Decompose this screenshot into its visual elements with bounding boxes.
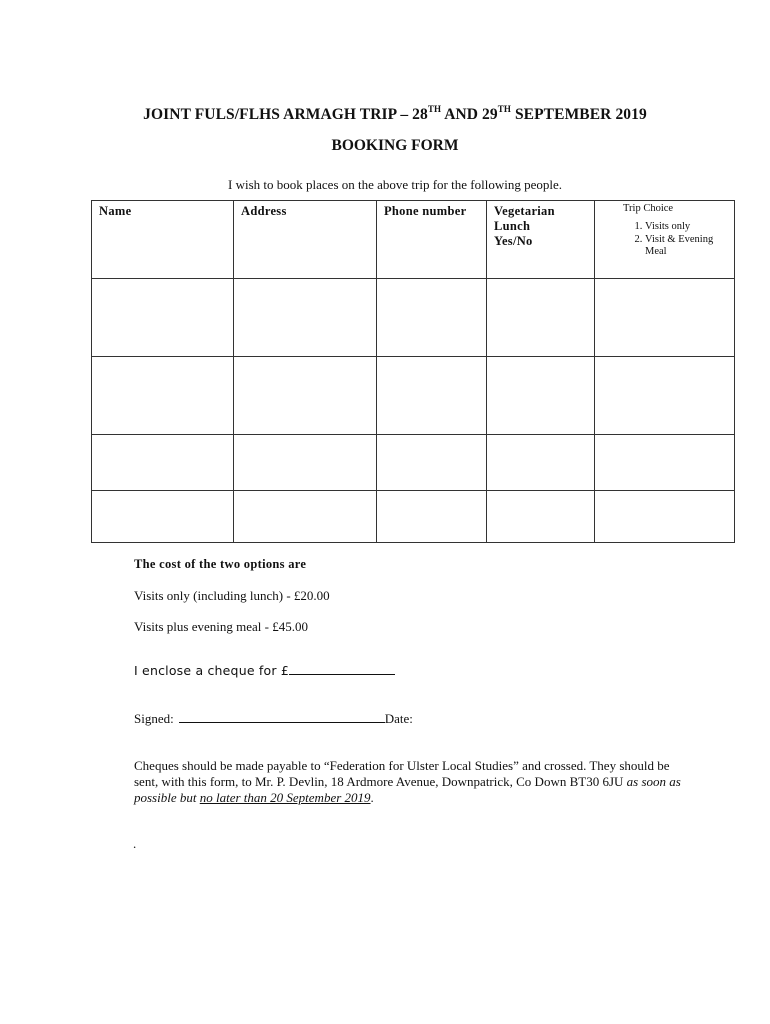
footer-dot: . — [133, 836, 137, 851]
signature-line — [134, 711, 413, 727]
trip-choice-cell[interactable] — [595, 491, 735, 543]
trip-choice-cell[interactable] — [595, 357, 735, 435]
cheque-line — [134, 663, 395, 678]
price-visits-only: Visits only (including lunch) - £20.00 — [134, 588, 330, 603]
intro-text: I wish to book places on the above trip for the following people. — [228, 177, 562, 192]
form-title: JOINT FULS/FLHS ARMAGH TRIP – 28TH AND 29TH SEPTEMBER 2019 — [143, 104, 647, 123]
signature-field[interactable] — [179, 711, 385, 723]
trip-choice-cell[interactable] — [595, 279, 735, 357]
booking-table — [91, 200, 735, 543]
vegetarian-cell[interactable] — [487, 435, 595, 491]
trip-options-list — [623, 221, 730, 259]
vegetarian-cell[interactable] — [487, 279, 595, 357]
price-visits-evening-meal: Visits plus evening meal - £45.00 — [134, 619, 308, 634]
address-cell[interactable] — [234, 491, 377, 543]
vegetarian-cell[interactable] — [487, 491, 595, 543]
payment-instructions: Cheques should be made payable to “Federation for Ulster Local Studies” and crossed. They should be sent, with this form, to Mr. P. Devlin, 18 Ardmore Avenue, Downpatrick, Co Down BT30 6JU as soon as possible but no later than 20 September 2019. — [134, 758, 681, 805]
cheque-label: I enclose a cheque for £ — [134, 663, 289, 678]
costs-heading: The cost of the two options are — [134, 557, 307, 571]
phone-cell[interactable] — [377, 279, 487, 357]
trip-option-2: 2. Visit & Evening Meal — [645, 234, 730, 259]
phone-cell[interactable] — [377, 435, 487, 491]
trip-choice-cell[interactable] — [595, 435, 735, 491]
table-header-row — [92, 201, 735, 279]
name-cell[interactable] — [92, 491, 234, 543]
column-header-vegetarian: Vegetarian Lunch Yes/No — [487, 201, 595, 279]
name-cell[interactable] — [92, 357, 234, 435]
signed-label: Signed: — [134, 711, 174, 726]
phone-cell[interactable] — [377, 491, 487, 543]
column-header-trip-choice: Trip Choice 1. Visits only 2. Visit & Evening Meal — [595, 201, 735, 279]
vegetarian-cell[interactable] — [487, 357, 595, 435]
table-row — [92, 491, 735, 543]
form-subtitle: BOOKING FORM — [331, 137, 459, 154]
deadline-text: no later than 20 September 2019 — [199, 790, 371, 805]
name-cell[interactable] — [92, 279, 234, 357]
address-cell[interactable] — [234, 357, 377, 435]
table-row — [92, 279, 735, 357]
phone-cell[interactable] — [377, 357, 487, 435]
name-cell[interactable] — [92, 435, 234, 491]
table-row — [92, 357, 735, 435]
cheque-amount-field[interactable] — [289, 663, 395, 675]
address-cell[interactable] — [234, 279, 377, 357]
column-header-address: Address — [234, 201, 377, 279]
table-row — [92, 435, 735, 491]
column-header-phone: Phone number — [377, 201, 487, 279]
trip-option-1: 1. Visits only — [645, 221, 730, 234]
address-cell[interactable] — [234, 435, 377, 491]
date-label: Date: — [384, 711, 413, 726]
column-header-name: Name — [92, 201, 234, 279]
